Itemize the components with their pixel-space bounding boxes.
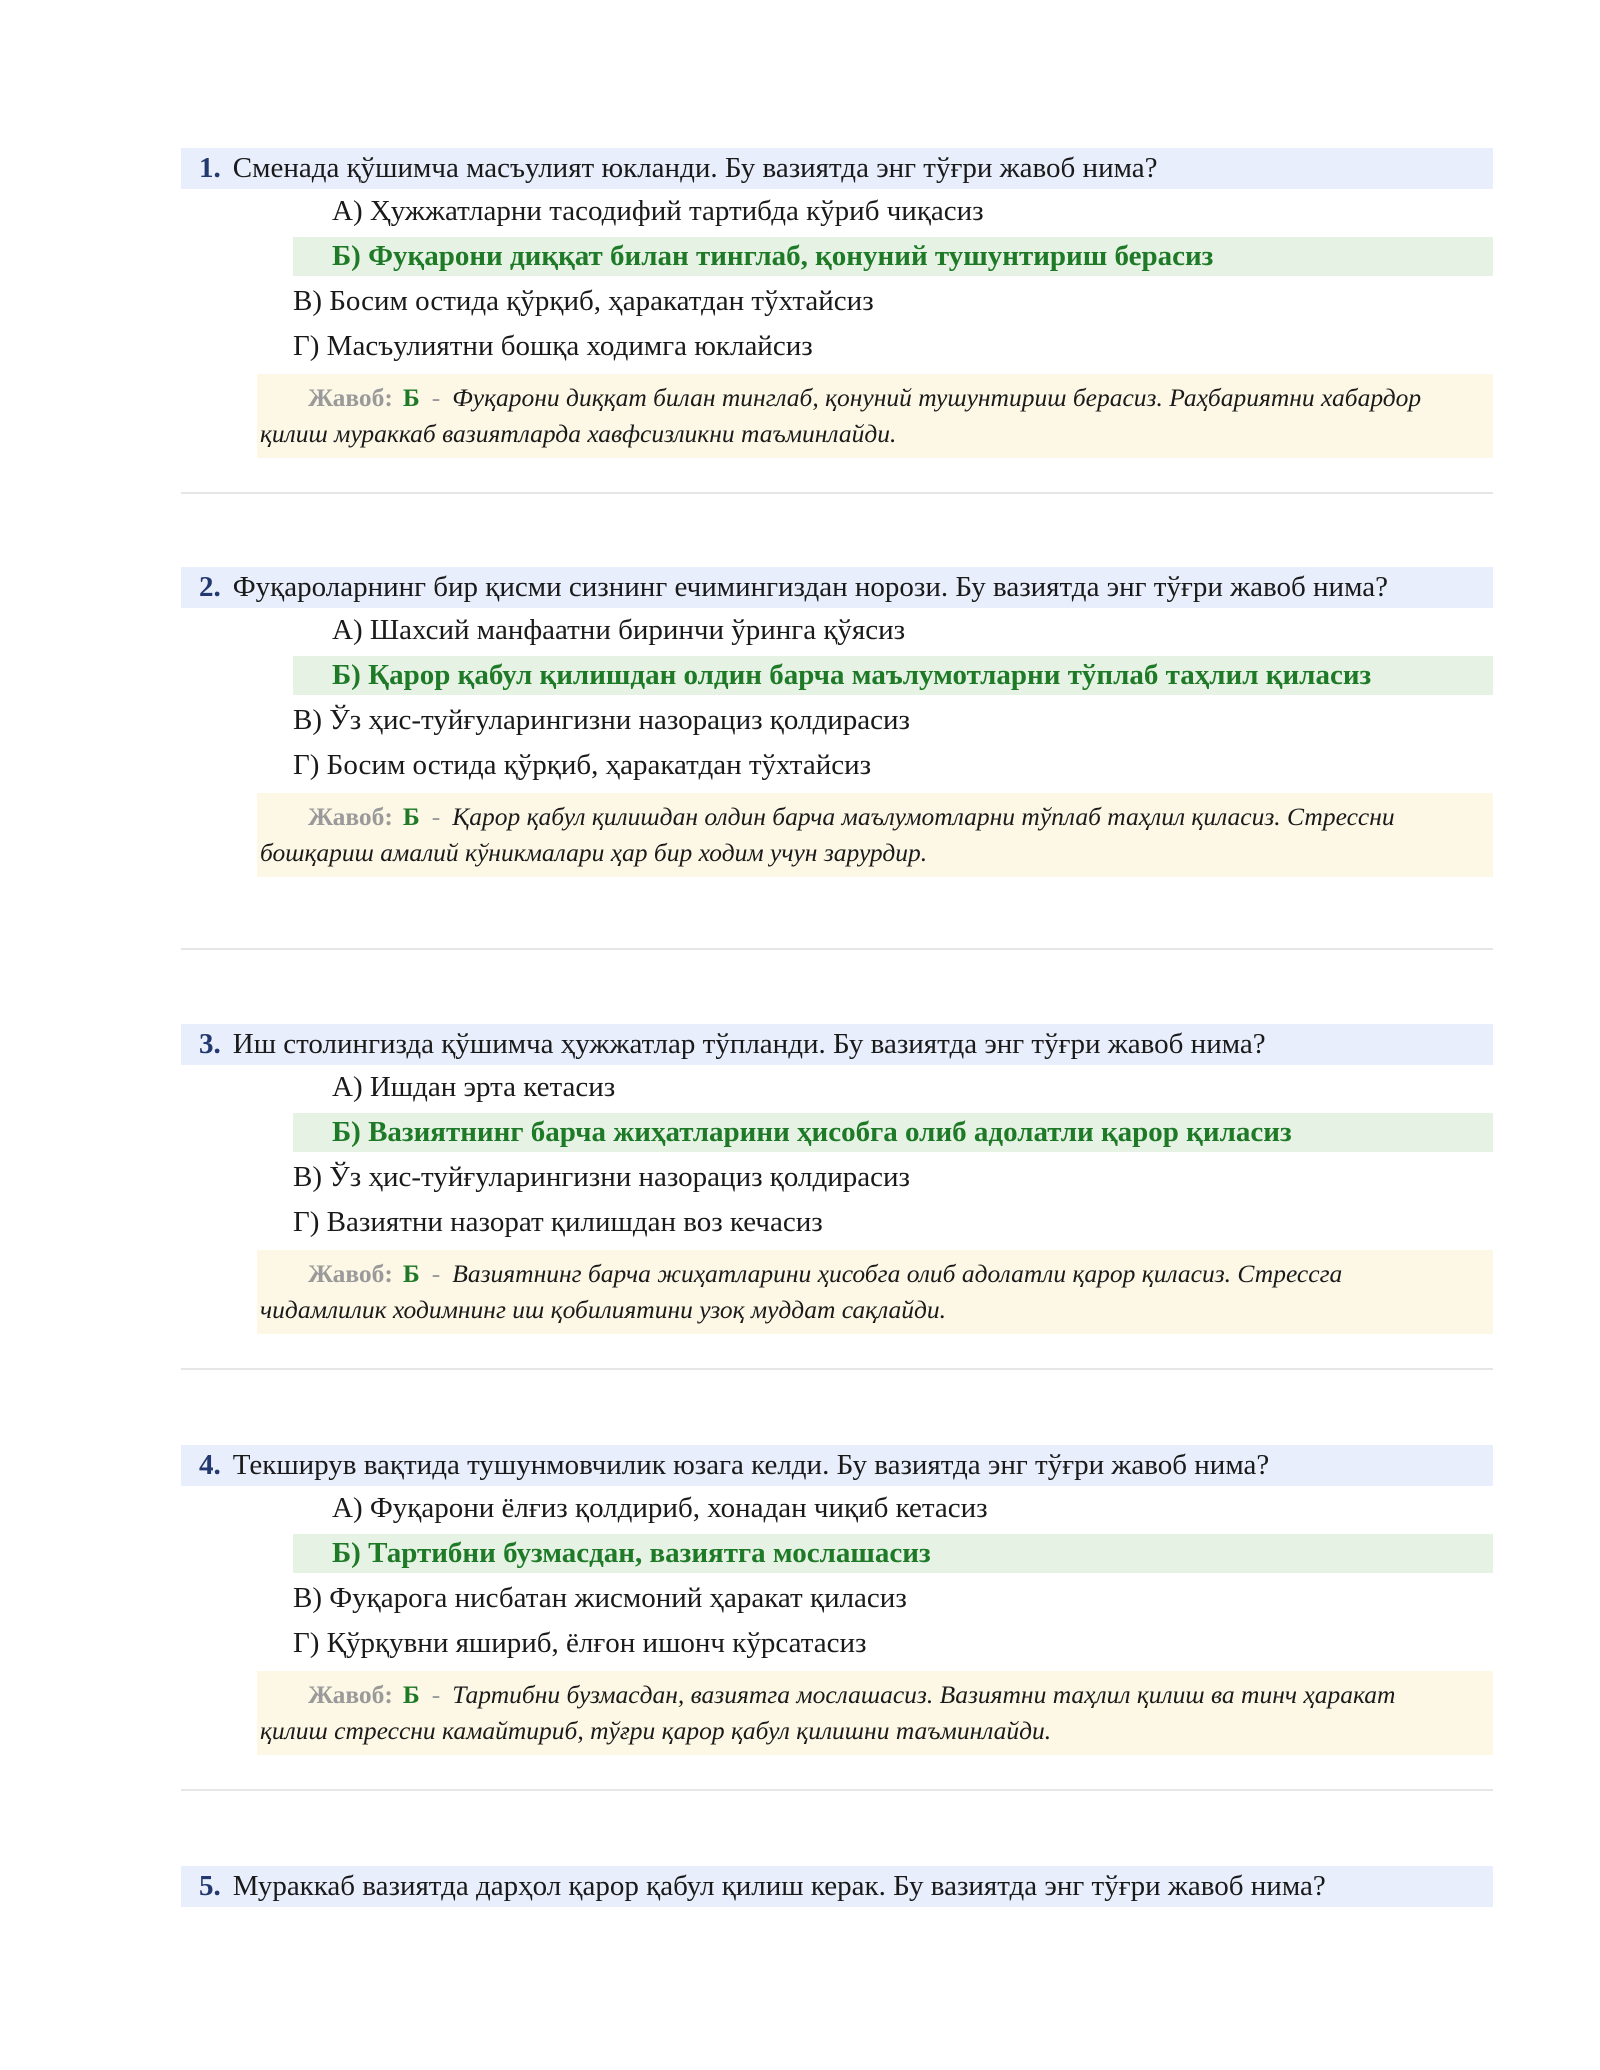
option-c: В) Босим остида қўрқиб, ҳаракатдан тўхтайсиз (293, 285, 874, 317)
question-heading (181, 148, 1493, 189)
option-a: А) Ҳужжатларни тасодифий тартибда кўриб чиқасиз (332, 195, 984, 227)
answer-dash: - (431, 1680, 441, 1709)
option-c: В) Ўз ҳис-туйғуларингизни назорациз қолдирасиз (293, 1161, 910, 1193)
option-c: В) Фуқарога нисбатан жисмоний ҳаракат қиласиз (293, 1582, 907, 1614)
option-a: А) Фуқарони ёлғиз қолдириб, хонадан чиқиб кетасиз (332, 1492, 988, 1524)
question-number: 3. (199, 1028, 221, 1060)
answer-dash: - (431, 802, 441, 831)
question-text: Мураккаб вазиятда дарҳол қарор қабул қилиш керак. Бу вазиятда энг тўғри жавоб нима? (232, 1870, 1326, 1902)
option-d: Г) Қўрқувни яшириб, ёлғон ишонч кўрсатасиз (293, 1627, 867, 1659)
question-block (181, 1024, 1493, 1334)
question-heading (181, 567, 1493, 608)
answer-box (257, 1250, 1493, 1334)
option-d: Г) Босим остида қўрқиб, ҳаракатдан тўхтайсиз (293, 749, 872, 781)
separator (181, 1789, 1493, 1791)
option-d: Г) Масъулиятни бошқа ходимга юклайсиз (293, 330, 813, 362)
answer-explanation: Фуқарони диққат билан тинглаб, қонуний тушунтириш берасиз. Раҳбариятни хабардор қилиш мураккаб вазиятларда хавфсизликни таъминлайди. (260, 383, 1422, 448)
question-block (181, 148, 1493, 458)
question-number: 1. (199, 152, 221, 184)
option-a: А) Шахсий манфаатни биринчи ўринга қўясиз (332, 614, 906, 646)
option-b-correct: Б) Вазиятнинг барча жиҳатларини ҳисобга олиб адолатли қарор қиласиз (293, 1113, 1493, 1152)
question-heading (181, 1445, 1493, 1486)
question-number: 5. (199, 1870, 221, 1902)
answer-box (257, 793, 1493, 877)
question-block (181, 567, 1493, 877)
answer-letter: Б (402, 383, 420, 412)
question-block (181, 1866, 1493, 1907)
answer-dash: - (431, 383, 441, 412)
question-number: 2. (199, 571, 221, 603)
separator (181, 948, 1493, 950)
answer-letter: Б (402, 1259, 420, 1288)
question-heading (181, 1866, 1493, 1907)
option-b-correct: Б) Фуқарони диққат билан тинглаб, қонуний тушунтириш берасиз (293, 237, 1493, 276)
answer-label: Жавоб: (308, 383, 393, 412)
answer-label: Жавоб: (308, 1259, 393, 1288)
answer-box (257, 374, 1493, 458)
option-d: Г) Вазиятни назорат қилишдан воз кечасиз (293, 1206, 823, 1238)
answer-box (257, 1671, 1493, 1755)
question-heading (181, 1024, 1493, 1065)
option-b-correct: Б) Қарор қабул қилишдан олдин барча маълумотларни тўплаб таҳлил қиласиз (293, 656, 1493, 695)
question-text: Текширув вақтида тушунмовчилик юзага келди. Бу вазиятда энг тўғри жавоб нима? (232, 1449, 1270, 1481)
separator (181, 492, 1493, 494)
answer-letter: Б (402, 1680, 420, 1709)
answer-explanation: Тартибни бузмасдан, вазиятга мослашасиз. Вазиятни таҳлил қилиш ва тинч ҳаракат қилиш стрессни камайтириб, тўғри қарор қабул қилишни таъминлайди. (260, 1680, 1396, 1745)
option-a: А) Ишдан эрта кетасиз (332, 1071, 616, 1103)
option-b-correct: Б) Тартибни бузмасдан, вазиятга мослашасиз (293, 1534, 1493, 1573)
answer-label: Жавоб: (308, 802, 393, 831)
question-text: Фуқароларнинг бир қисми сизнинг ечимингиздан норози. Бу вазиятда энг тўғри жавоб нима? (232, 571, 1388, 603)
answer-dash: - (431, 1259, 441, 1288)
answer-explanation: Қарор қабул қилишдан олдин барча маълумотларни тўплаб таҳлил қиласиз. Стрессни бошқариш амалий кўникмалари ҳар бир ходим учун зарурдир. (260, 802, 1395, 867)
separator (181, 1368, 1493, 1370)
option-c: В) Ўз ҳис-туйғуларингизни назорациз қолдирасиз (293, 704, 910, 736)
answer-label: Жавоб: (308, 1680, 393, 1709)
question-text: Иш столингизда қўшимча ҳужжатлар тўпланди. Бу вазиятда энг тўғри жавоб нима? (232, 1028, 1266, 1060)
answer-letter: Б (402, 802, 420, 831)
answer-explanation: Вазиятнинг барча жиҳатларини ҳисобга олиб адолатли қарор қиласиз. Стрессга чидамлилик ходимнинг иш қобилиятини узоқ муддат сақлайди. (260, 1259, 1343, 1324)
question-text: Сменада қўшимча масъулият юкланди. Бу вазиятда энг тўғри жавоб нима? (232, 152, 1158, 184)
question-block (181, 1445, 1493, 1755)
question-number: 4. (199, 1449, 221, 1481)
